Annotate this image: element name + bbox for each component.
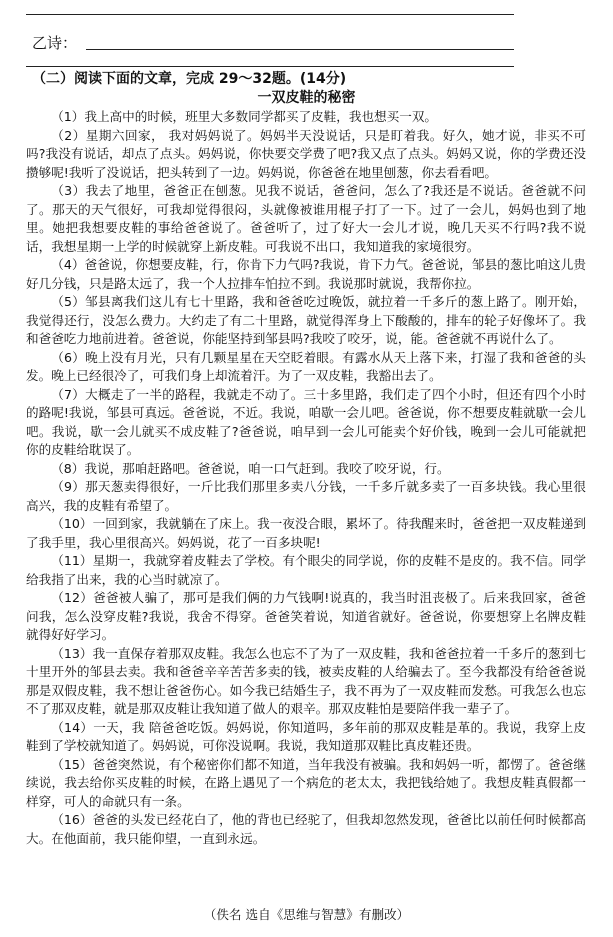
article-title: 一双皮鞋的秘密 [257, 90, 356, 106]
article-source: （佚名 选自《思维与智慧》有删改） [203, 907, 410, 922]
paragraph-11: （11）星期一，我就穿着皮鞋去了学校。有个眼尖的同学说，你的皮鞋不是皮的。我不信。同学给我指了出来，我的心当时就凉了。 [26, 553, 586, 587]
paragraph-2: （2）星期六回家， 我对妈妈说了。妈妈半天没说话，只是盯着我。好久，她才说，非买不可吗?我没有说话，却点了点头。妈妈说，你快要交学费了吧?我又点了点头。妈妈又说，你的学费还没攒够呢!我听了没说话，把头转到了一边。妈妈说，你爸爸在地里刨葱，你去看看吧。 [26, 127, 586, 180]
paragraph-9: （9）那天葱卖得很好，一斤比我们那里多卖八分钱，一千多斤就多卖了一百多块钱。我心里很高兴，我的皮鞋有希望了。 [26, 479, 586, 513]
paragraph-5: （5）邹县离我们这儿有七十里路，我和爸爸吃过晚饭，就拉着一千多斤的葱上路了。刚开始，我觉得还行，没怎么费力。大约走了有二十里路，就觉得浑身上下酸酸的，排车的轮子好像坏了。我和爸爸吃力地前进着。爸爸说，你能坚持到邹县吗?我咬了咬牙，说，能。爸爸就不再说什么了。 [26, 294, 586, 346]
paragraph-1: （1）我上高中的时候，班里大多数同学都买了皮鞋，我也想买一双。 [51, 109, 438, 124]
answer-line-poem-b [86, 49, 514, 50]
paragraph-16: （16）爸爸的头发已经花白了，他的背也已经驼了，但我却忽然发现，爸爸比以前任何时候都高大。在他面前，我只能仰望，一直到永远。 [26, 812, 586, 846]
paragraph-13: （13）我一直保存着那双皮鞋。我怎么也忘不了为了一双皮鞋，我和爸爸拉着一千多斤的葱到七十里开外的邹县去卖。我和爸爸辛辛苦苦多卖的钱，被卖皮鞋的人给骗去了。至今我都没有给爸爸说那是双假皮鞋，我不想让爸爸伤心。如今我已结婚生子，我不再为了一双皮鞋而发愁。可我怎么也忘不了那双皮鞋，就是那双皮鞋让我知道了做人的艰辛。那双皮鞋怕是要陪伴我一辈子了。 [26, 645, 586, 716]
paragraph-12: （12）爸爸被人骗了，那可是我们俩的力气钱啊!说真的，我当时沮丧极了。后来我回家，爸爸问我，怎么没穿皮鞋?我说，我舍不得穿。爸爸笑着说，知道省就好。爸爸说，你要想穿上名牌皮鞋就得好好学习。 [26, 590, 586, 642]
answer-line-top [26, 14, 514, 15]
paragraph-8: （8）我说，那咱赶路吧。爸爸说，咱一口气赶到。我咬了咬牙说，行。 [51, 460, 450, 476]
paragraph-4: （4）爸爸说，你想要皮鞋，行，你肯下力气吗?我说，肯下力气。爸爸说，邹县的葱比咱这儿贵好几分钱，只是路太远了，我一个人拉排车怕拉不到。我说那时就说，我帮你拉。 [26, 257, 586, 291]
answer-line-bottom [26, 66, 514, 67]
poem-b-label: 乙诗： [32, 34, 78, 52]
paragraph-3: （3）我去了地里，爸爸正在刨葱。见我不说话，爸爸问，怎么了?我还是不说话。爸爸就不问了。那天的天气很好，可我却觉得很闷，头就像被谁用棍子打了一下。过了一会儿，妈妈也到了地里。她把我想要皮鞋的事给爸爸说了。爸爸听了，过了好大一会儿才说，晚几天买不行吗?我不说话，我想星期一上学的时候就穿上新皮鞋。可我说不出口，我知道我的家境很穷。 [26, 183, 586, 254]
paragraph-10: （10）一回到家，我就躺在了床上。我一夜没合眼，累坏了。待我醒来时，爸爸把一双皮鞋递到了我手里，我心里很高兴。妈妈说，花了一百多块呢! [26, 516, 586, 550]
paragraph-6: （6）晚上没有月光，只有几颗星星在天空眨着眼。有露水从天上落下来，打湿了我和爸爸的头发。晚上已经很冷了，可我们身上却流着汗。为了一双皮鞋，我豁出去了。 [26, 349, 586, 383]
article-body [26, 108, 586, 848]
paragraph-7: （7）大概走了一半的路程，我就走不动了。三十多里路，我们走了四个小时，但还有四个小时的路呢!我说，邹县可真远。爸爸说，不近。我说，咱歇一会儿吧。爸爸说，你不想要皮鞋就歇一会儿吧。我说，歇一会儿就买不成皮鞋了?爸爸说，咱早到一会儿可能卖个好价钱，晚到一会儿可能就把你的皮鞋给耽误了。 [26, 386, 586, 457]
paragraph-15: （15）爸爸突然说，有个秘密你们都不知道，当年我没有被骗。我和妈妈一听，都愣了。爸爸继续说，我去给你买皮鞋的时候，在路上遇见了一个病危的老太太，我把钱给她了。我想皮鞋真假都一样穿，可人的命就只有一条。 [26, 756, 586, 809]
section-heading: （二）阅读下面的文章，完成 29～32题。(14分) [32, 71, 347, 87]
paragraph-14: （14）一天，我 陪爸爸吃饭。妈妈说，你知道吗，多年前的那双皮鞋是革的。我说，我穿上皮鞋到了学校就知道了。妈妈说，可你没说啊。我说，我知道那双鞋比真皮鞋还贵。 [26, 719, 586, 753]
